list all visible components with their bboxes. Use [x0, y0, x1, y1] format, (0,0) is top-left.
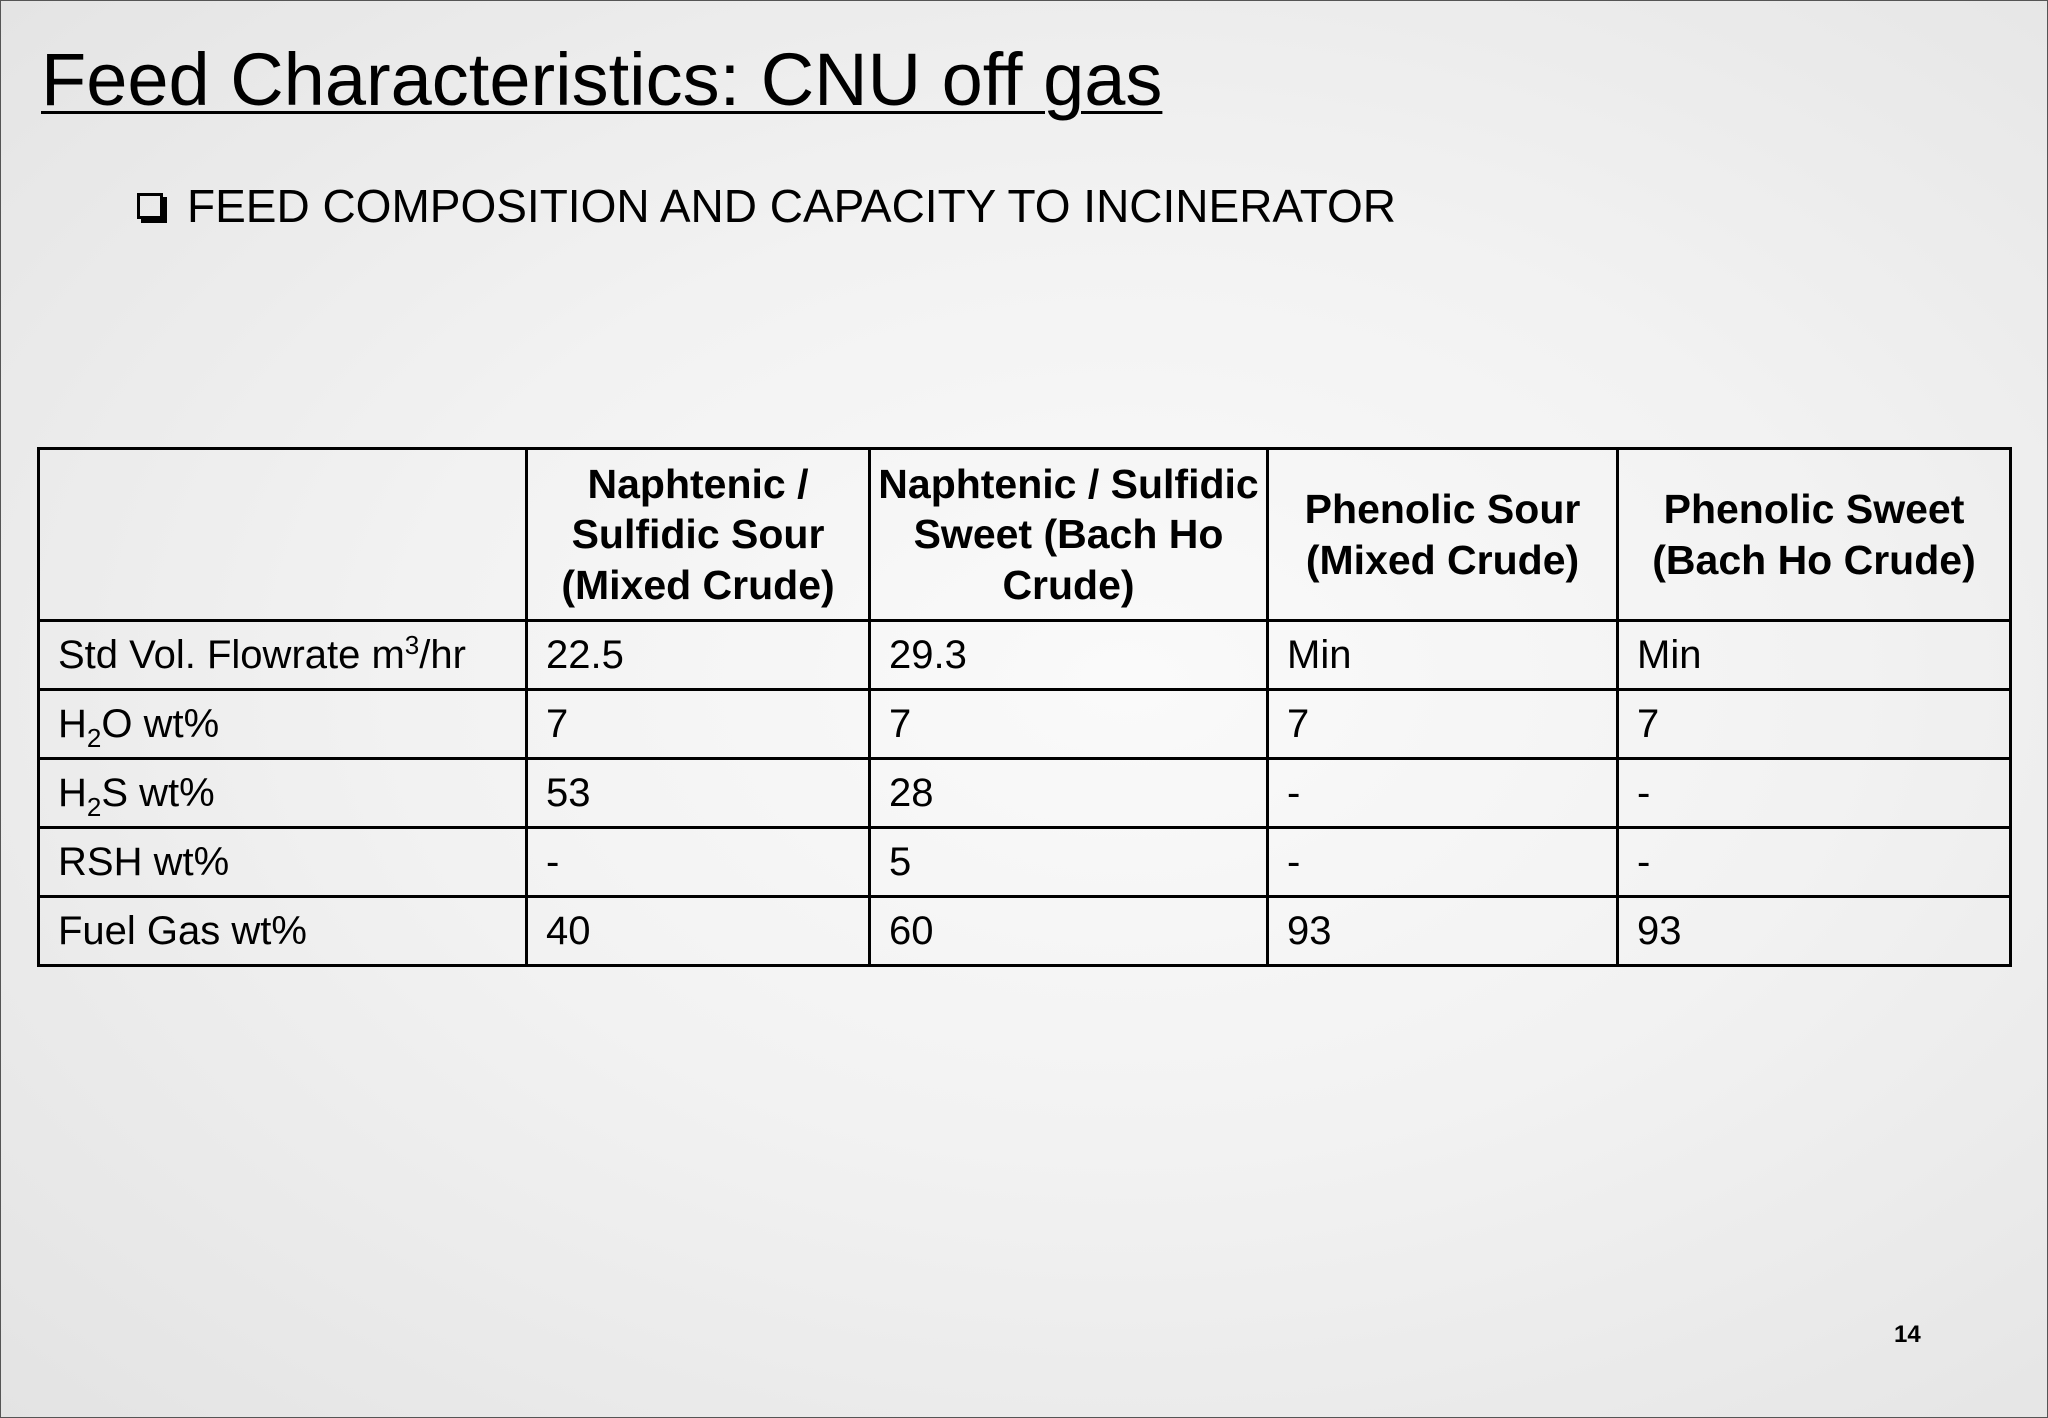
row-label-text: /hr: [419, 633, 466, 677]
column-header: Phenolic Sour (Mixed Crude): [1268, 449, 1618, 621]
page-number: 14: [1894, 1321, 1921, 1348]
table-cell: Min: [1618, 621, 2011, 690]
row-label: Fuel Gas wt%: [39, 897, 527, 966]
column-header: Naphtenic / Sulfidic Sweet (Bach Ho Crude): [870, 449, 1268, 621]
slide-title: Feed Characteristics: CNU off gas: [41, 38, 1163, 121]
row-label-text: H: [58, 702, 87, 746]
table-cell: 7: [1618, 690, 2011, 759]
table-cell: 29.3: [870, 621, 1268, 690]
table-cell: 5: [870, 828, 1268, 897]
bullet-text: FEED COMPOSITION AND CAPACITY TO INCINERATOR: [187, 180, 1396, 232]
table-cell: 28: [870, 759, 1268, 828]
table-cell: -: [1618, 828, 2011, 897]
bullet-item: [137, 181, 1396, 232]
table-header-row: [39, 449, 2011, 621]
table-cell: Min: [1268, 621, 1618, 690]
header-corner-cell: [39, 449, 527, 621]
table-cell: -: [1268, 759, 1618, 828]
table-cell: 53: [527, 759, 870, 828]
table-cell: -: [527, 828, 870, 897]
table-cell: 93: [1268, 897, 1618, 966]
column-header: Naphtenic / Sulfidic Sour (Mixed Crude): [527, 449, 870, 621]
table-row: [39, 621, 2011, 690]
row-label-text: O wt%: [101, 702, 220, 746]
table-row: [39, 759, 2011, 828]
row-label: RSH wt%: [39, 828, 527, 897]
table-cell: 7: [1268, 690, 1618, 759]
table-cell: -: [1268, 828, 1618, 897]
row-label: [39, 759, 527, 828]
table-cell: 60: [870, 897, 1268, 966]
row-label-superscript: 3: [404, 630, 420, 660]
column-header: Phenolic Sweet (Bach Ho Crude): [1618, 449, 2011, 621]
row-label: [39, 621, 527, 690]
row-label-text: S wt%: [101, 771, 215, 815]
row-label: [39, 690, 527, 759]
table-cell: 93: [1618, 897, 2011, 966]
checkbox-bullet-icon: [137, 193, 163, 219]
table-row: [39, 828, 2011, 897]
row-label-text: Std Vol. Flowrate m: [58, 633, 405, 677]
feed-composition-table: [37, 447, 2012, 967]
table-cell: 7: [527, 690, 870, 759]
row-label-text: H: [58, 771, 87, 815]
table-cell: 22.5: [527, 621, 870, 690]
table-cell: 7: [870, 690, 1268, 759]
table-cell: -: [1618, 759, 2011, 828]
table-cell: 40: [527, 897, 870, 966]
table-row: [39, 897, 2011, 966]
row-label-subscript: 2: [86, 723, 102, 753]
table-row: [39, 690, 2011, 759]
row-label-subscript: 2: [86, 792, 102, 822]
